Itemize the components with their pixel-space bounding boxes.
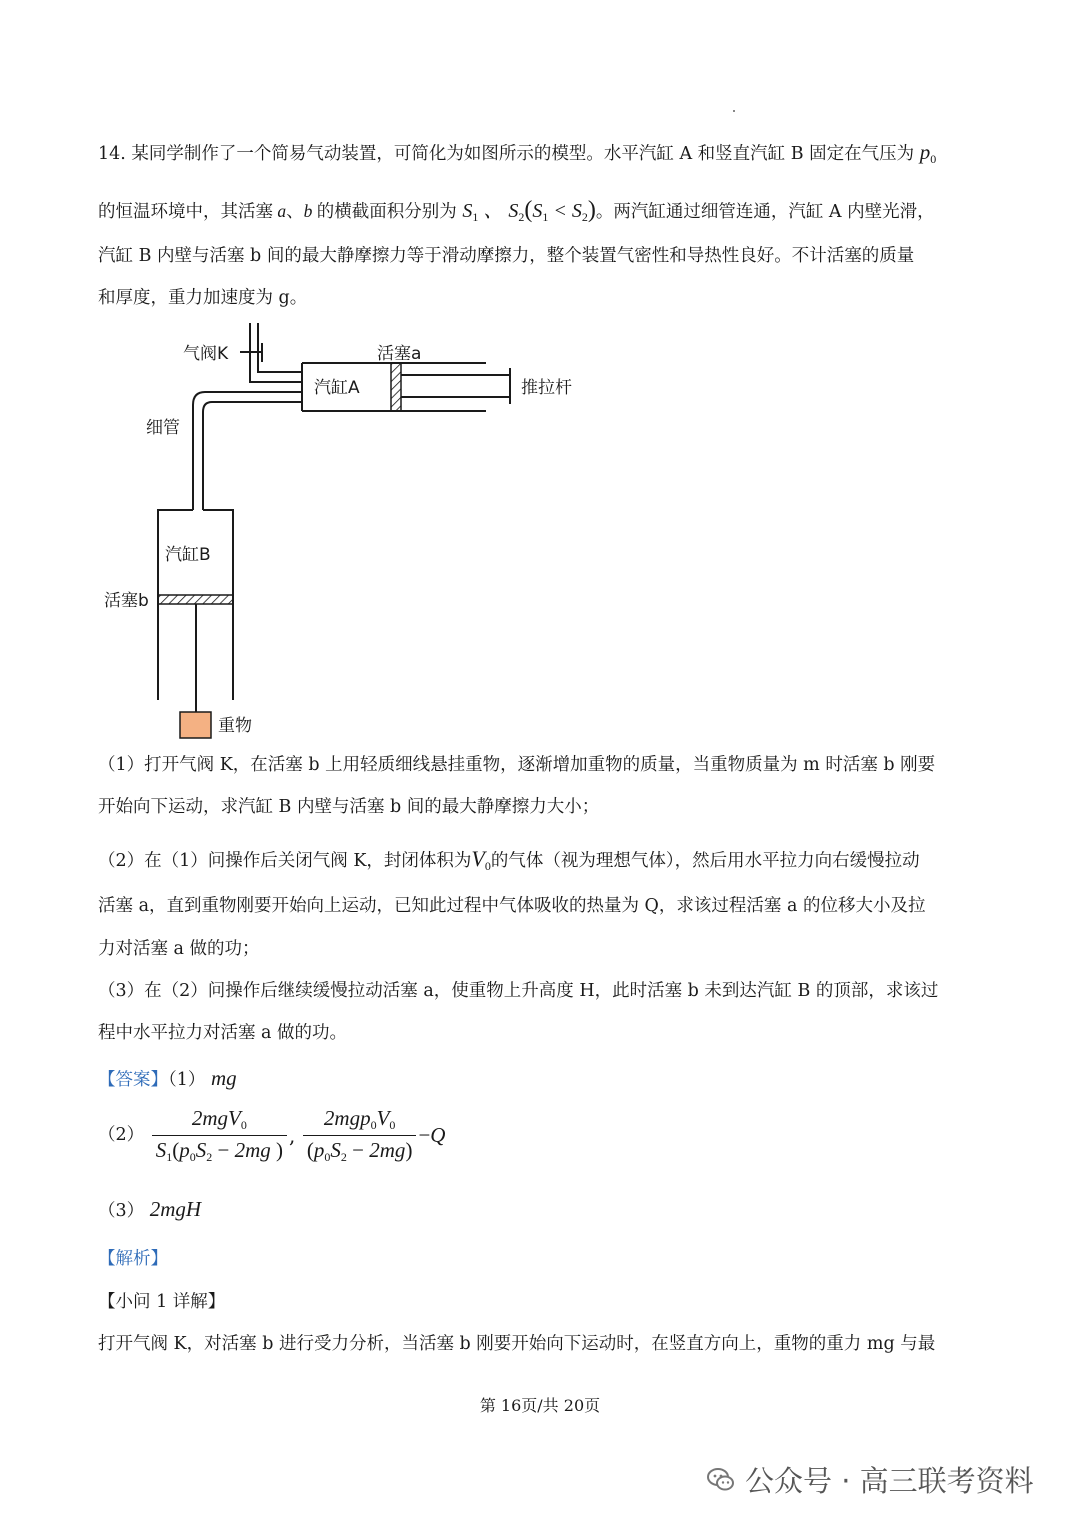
- watermark: [707, 1459, 1034, 1500]
- piston-a: [391, 363, 401, 411]
- question-line-3: 汽缸 B 内壁与活塞 b 间的最大静摩擦力等于滑动摩擦力，整个装置气密性和导热性良好。不计活塞的质量: [98, 246, 915, 266]
- piston-b-label: 活塞b: [104, 591, 149, 611]
- answer-1: mg: [210, 1066, 237, 1090]
- tube-outer: [193, 392, 302, 510]
- symbol-areas: $S_1$ 、 $S_2(S_1 < S_2)$: [462, 197, 596, 224]
- question-line-2: 的恒温环境中，其活塞 a、b 的横截面积分别为 $S_1$ 、 $S_2(S_1 < S_2)$。两汽缸通过细管连通，汽缸 A 内壁光滑，: [98, 197, 935, 224]
- question-line-4: 和厚度，重力加速度为 g。: [98, 288, 308, 308]
- symbol-p0: $p_0$: [919, 140, 937, 166]
- tube-inner: [203, 402, 302, 510]
- part-2-line-2: 活塞 a，直到重物刚要开始向上运动，已知此过程中气体吸收的热量为 Q，求该过程活塞 a 的位移大小及拉: [98, 896, 926, 916]
- wechat-icon: [707, 1467, 735, 1493]
- tube-valve-right: [258, 323, 302, 372]
- question-line-1: 14. 某同学制作了一个简易气动装置，可简化为如图所示的模型。水平汽缸 A 和竖直汽缸 B 固定在气压为 $p_0$: [98, 140, 937, 166]
- part-2-line-1: （2）在（1）问操作后关闭气阀 K，封闭体积为$V_0$的气体（视为理想气体），然后用水平拉力向右缓慢拉动: [98, 846, 920, 873]
- answer-2-fraction-2: $\frac{2mgp_0V_0}{(p_0S_2 - 2mg)}$: [303, 1108, 417, 1163]
- part-3-line-1: （3）在（2）问操作后继续缓慢拉动活塞 a，使重物上升高度 H，此时活塞 b 未到达汽缸 B 的顶部，求该过: [98, 981, 939, 1001]
- analysis-tag: 【解析】: [98, 1249, 168, 1269]
- watermark-text: 公众号 · 高三联考资料: [745, 1464, 1034, 1498]
- valve-label: 气阀K: [183, 344, 229, 364]
- part-1-line-1: （1）打开气阀 K，在活塞 b 上用轻质细线悬挂重物，逐渐增加重物的质量，当重物质量为 m 时活塞 b 刚要: [98, 755, 936, 775]
- page-footer: 第 16页/共 20页: [479, 1396, 601, 1415]
- answer-line-3: （3） 2mgH: [98, 1197, 202, 1221]
- answer-line-1: 【答案】（1） mg: [98, 1066, 237, 1090]
- tube-label: 细管: [146, 418, 180, 438]
- weight-label: 重物: [218, 716, 252, 736]
- piston-a-label: 活塞a: [377, 344, 422, 364]
- apparatus-figure: [0, 0, 1080, 760]
- answer-3: 2mgH: [149, 1197, 202, 1221]
- part-3-line-2: 程中水平拉力对活塞 a 做的功。: [98, 1023, 348, 1043]
- analysis-line-1: 打开气阀 K，对活塞 b 进行受力分析，当活塞 b 刚要开始向下运动时，在竖直方向上，重物的重力 mg 与最: [98, 1334, 936, 1354]
- answer-tag: 【答案】: [98, 1070, 168, 1090]
- cylinder-b-label: 汽缸B: [165, 545, 211, 565]
- symbol-v0: $V_0$: [471, 846, 491, 873]
- part-1-line-2: 开始向下运动，求汽缸 B 内壁与活塞 b 间的最大静摩擦力大小；: [98, 797, 600, 817]
- piston-b: [158, 595, 233, 604]
- analysis-subheading: 【小问 1 详解】: [98, 1292, 226, 1312]
- answer-2-fraction-1: $\frac{2mgV_0}{S_1(p_0S_2 - 2mg )}$: [152, 1108, 287, 1163]
- rod-label: 推拉杆: [521, 378, 572, 398]
- cylinder-a-label: 汽缸A: [314, 378, 360, 398]
- part-2-line-3: 力对活塞 a 做的功；: [98, 939, 260, 959]
- answer-line-2: （2） $\frac{2mgV_0}{S_1(p_0S_2 - 2mg )}$ , $\frac{2mgp_0V_0}{(p_0S_2 - 2mg)}$ −Q: [98, 1106, 446, 1164]
- weight-box: [180, 712, 211, 738]
